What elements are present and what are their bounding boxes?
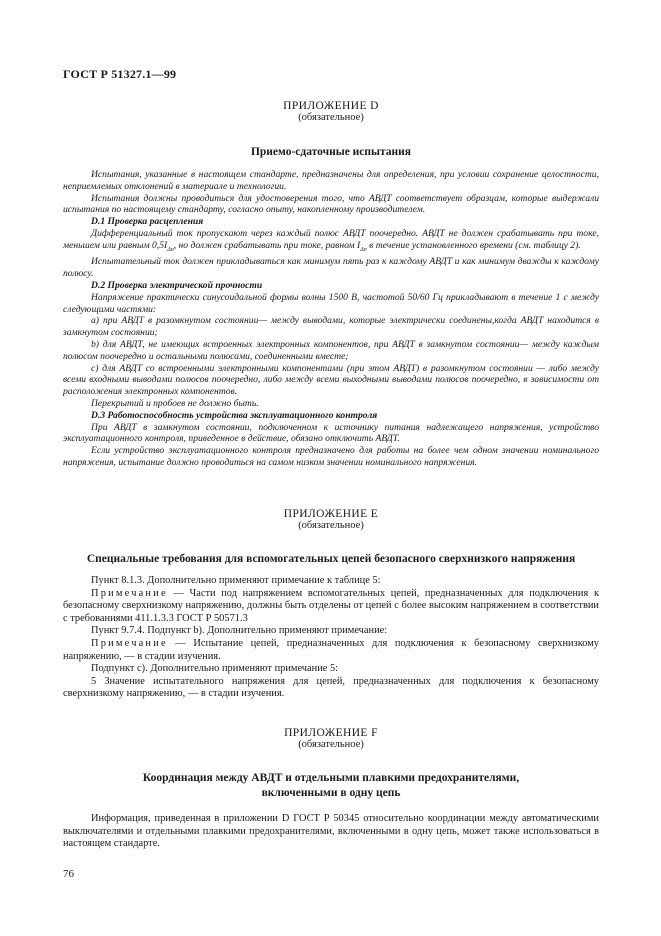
appendix-f	[63, 727, 599, 851]
subscript: Δn	[167, 246, 174, 253]
paragraph: 5 Значение испытательного напряжения для цепей, предназначенных для подключения к безопасному сверхнизкому напряжению, — в стадии изучения.	[63, 675, 599, 700]
paragraph: Если устройство эксплуатационного контроля предназначено для работы на более чем одном значении номинального напряжения, испытание должно проводиться на самом низком значении номинального напряжения.	[63, 445, 599, 469]
note	[63, 638, 599, 663]
appendix-e-heading: Специальные требования для вспомогательных цепей безопасного сверхнизкого напряжения	[86, 553, 576, 565]
paragraph: Информация, приведенная в приложении D ГОСТ Р 50345 относительно координации между автоматическими выключателями и отдельными плавкими предохранителями, включенными в одну цепь, может также использоваться в настоящем стандарте.	[63, 813, 599, 850]
note-text: — Испытание цепей, предназначенных для подключения к безопасному сверхнизкому напряжению, — в стадии изучения.	[63, 637, 599, 662]
list-item: b) для АВДТ, не имеющих встроенных электронных компонентов, при АВДТ в замкнутом состоянии— между каждым полюсом поочередно и остальными полюсами, соединенными вместе;	[63, 339, 599, 362]
text-run: Дифференциальный ток пропускают через каждый полюс АВДТ поочередно. АВДТ не должен срабатывать при токе, меньшем или равным 0,5I	[63, 227, 599, 251]
subsection-heading: D.3 Работоспособность устройства эксплуатационного контроля	[91, 409, 378, 421]
paragraph: Испытательный ток должен прикладываться как минимум пять раз к каждому АВДТ и как минимум дважды к каждому полюсу.	[63, 256, 599, 280]
appendix-e-body	[63, 575, 599, 701]
appendix-f-heading-line1: Координация между АВДТ и отдельными плавкими предохранителями,	[142, 772, 520, 784]
paragraph: Перекрытий и пробоев не должно быть.	[91, 398, 259, 410]
paragraph: Пункт 8.1.3. Дополнительно применяют примечание к таблице 5:	[91, 575, 381, 586]
appendix-f-heading-line2: включенными в одну цепь	[261, 787, 401, 799]
note	[63, 588, 599, 626]
appendix-d	[63, 100, 599, 469]
appendix-f-title: ПРИЛОЖЕНИЕ F	[284, 727, 378, 739]
note-text: — Части под напряжением вспомогательных цепей, предназначенных для подключения к безопасному сверхнизкому напряжению, должны быть отделены от цепей с более высоким напряжением в соответствии с требованиями 411.1.3.3 ГОСТ Р 50571.3	[63, 587, 599, 624]
appendix-d-body	[63, 169, 599, 469]
appendix-e-title: ПРИЛОЖЕНИЕ Е	[283, 508, 379, 520]
appendix-d-title: ПРИЛОЖЕНИЕ D	[283, 100, 379, 112]
subsection-heading: D.1 Проверка расцепления	[91, 216, 204, 228]
paragraph: При АВДТ в замкнутом состоянии, подключенном к источнику питания надлежащего напряжения, устройство эксплуатационного контроля, приведенное в действие, обязано отключить АВДТ.	[63, 421, 599, 445]
subscript: Δn	[360, 246, 367, 253]
paragraph: Напряжение практически синусоидальной формы волны 1500 В, частотой 50/60 Гц прикладывают в течение 1 с между следующими частями:	[63, 291, 599, 315]
subsection-heading: D.2 Проверка электрической прочности	[91, 280, 263, 292]
paragraph: Подпункт с). Дополнительно применяют примечание 5:	[91, 663, 339, 675]
appendix-d-status: (обязательное)	[298, 112, 364, 123]
page-number: 76	[63, 868, 74, 880]
note-label: Примечание	[91, 587, 168, 599]
text-run: в течение установленного времени (см. таблицу 2).	[366, 239, 581, 251]
appendix-e-status: (обязательное)	[298, 520, 364, 531]
appendix-d-heading: Приемо-сдаточные испытания	[250, 146, 412, 158]
list-item: а) при АВДТ в разомкнутом состоянии— между выводами, которые электрически соединены,когда АВДТ находится в замкнутом состоянии;	[63, 315, 599, 339]
appendix-f-status: (обязательное)	[298, 739, 364, 750]
document-code: ГОСТ Р 51327.1—99	[63, 67, 177, 81]
text-run: , но должен срабатывать при токе, равном I	[173, 239, 361, 251]
appendix-e	[63, 508, 599, 701]
paragraph	[63, 228, 599, 257]
list-item: с) для АВДТ со встроенными электронными компонентами (при этом АВДТ) в разомкнутом состоянии — либо между всеми входными выводами полюсов поочередно, либо между всеми выходными выводами полюсов поочередно, в зависимости от расположения электронных компонентов.	[63, 362, 599, 398]
note-label: Примечание	[91, 637, 168, 649]
paragraph: Пункт 9.7.4. Подпункт b). Дополнительно применяют примечание:	[91, 625, 388, 637]
paragraph: Испытания, указанные в настоящем стандарте, предназначены для определения, при условии сохранение целостности, неприемлемых отклонений в материале и технологии.	[63, 169, 599, 192]
paragraph: Испытания должны проводиться для удостоверения того, что АВДТ соответствует образцам, которые выдержали испытания по настоящему стандарту, согласно опыту, накопленному производителем.	[63, 192, 599, 216]
